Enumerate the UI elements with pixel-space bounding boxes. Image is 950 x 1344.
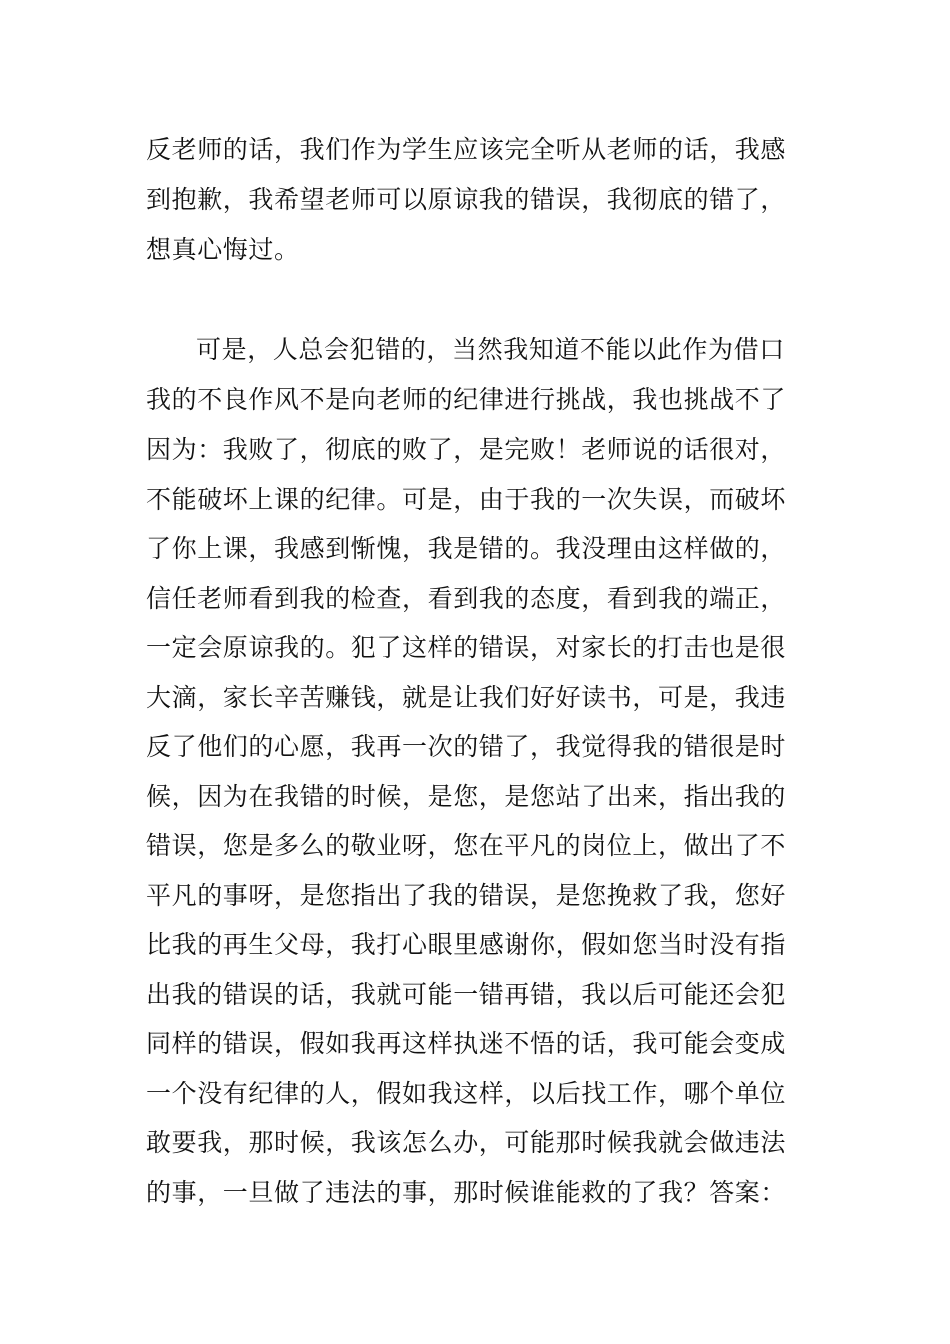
paragraph-2-line-10: 候，因为在我错的时候，是您，是您站了出来，指出我的 bbox=[146, 782, 787, 811]
paragraph-2-line-14: 出我的错误的话，我就可能一错再错，我以后可能还会犯 bbox=[146, 980, 787, 1009]
paragraph-2-line-1: 可是，人总会犯错的，当然我知道不能以此作为借口 bbox=[196, 335, 785, 364]
paragraph-2-line-8: 大滴，家长辛苦赚钱，就是让我们好好读书，可是，我违 bbox=[146, 683, 787, 712]
paragraph-2-line-17: 敢要我，那时候，我该怎么办，可能那时候我就会做违法 bbox=[146, 1128, 787, 1157]
paragraph-2-line-15: 同样的错误，假如我再这样执迷不悟的话，我可能会变成 bbox=[146, 1029, 787, 1058]
paragraph-2-line-2: 我的不良作风不是向老师的纪律进行挑战，我也挑战不了 bbox=[146, 385, 787, 414]
paragraph-2-line-6: 信任老师看到我的检查，看到我的态度，看到我的端正， bbox=[146, 584, 787, 613]
paragraph-2-line-9: 反了他们的心愿，我再一次的错了，我觉得我的错很是时 bbox=[146, 732, 787, 761]
paragraph-2-line-13: 比我的再生父母，我打心眼里感谢你，假如您当时没有指 bbox=[146, 930, 787, 959]
paragraph-2-line-11: 错误，您是多么的敬业呀，您在平凡的岗位上，做出了不 bbox=[146, 831, 787, 860]
paragraph-2-line-18: 的事，一旦做了违法的事，那时候谁能救的了我？答案： bbox=[146, 1178, 787, 1207]
paragraph-1-line-1: 反老师的话，我们作为学生应该完全听从老师的话，我感 bbox=[146, 135, 787, 164]
paragraph-1-line-2: 到抱歉，我希望老师可以原谅我的错误，我彻底的错了， bbox=[146, 185, 787, 214]
paragraph-1-line-3: 想真心悔过。 bbox=[146, 235, 300, 264]
paragraph-2-line-5: 了你上课，我感到惭愧，我是错的。我没理由这样做的， bbox=[146, 534, 787, 563]
paragraph-2-line-4: 不能破坏上课的纪律。可是，由于我的一次失误，而破坏 bbox=[146, 485, 787, 514]
paragraph-2-line-12: 平凡的事呀，是您指出了我的错误，是您挽救了我，您好 bbox=[146, 881, 787, 910]
paragraph-2-line-7: 一定会原谅我的。犯了这样的错误，对家长的打击也是很 bbox=[146, 633, 787, 662]
paragraph-2-line-16: 一个没有纪律的人，假如我这样，以后找工作，哪个单位 bbox=[146, 1079, 787, 1108]
paragraph-2-line-3: 因为：我败了，彻底的败了，是完败！老师说的话很对， bbox=[146, 435, 787, 464]
